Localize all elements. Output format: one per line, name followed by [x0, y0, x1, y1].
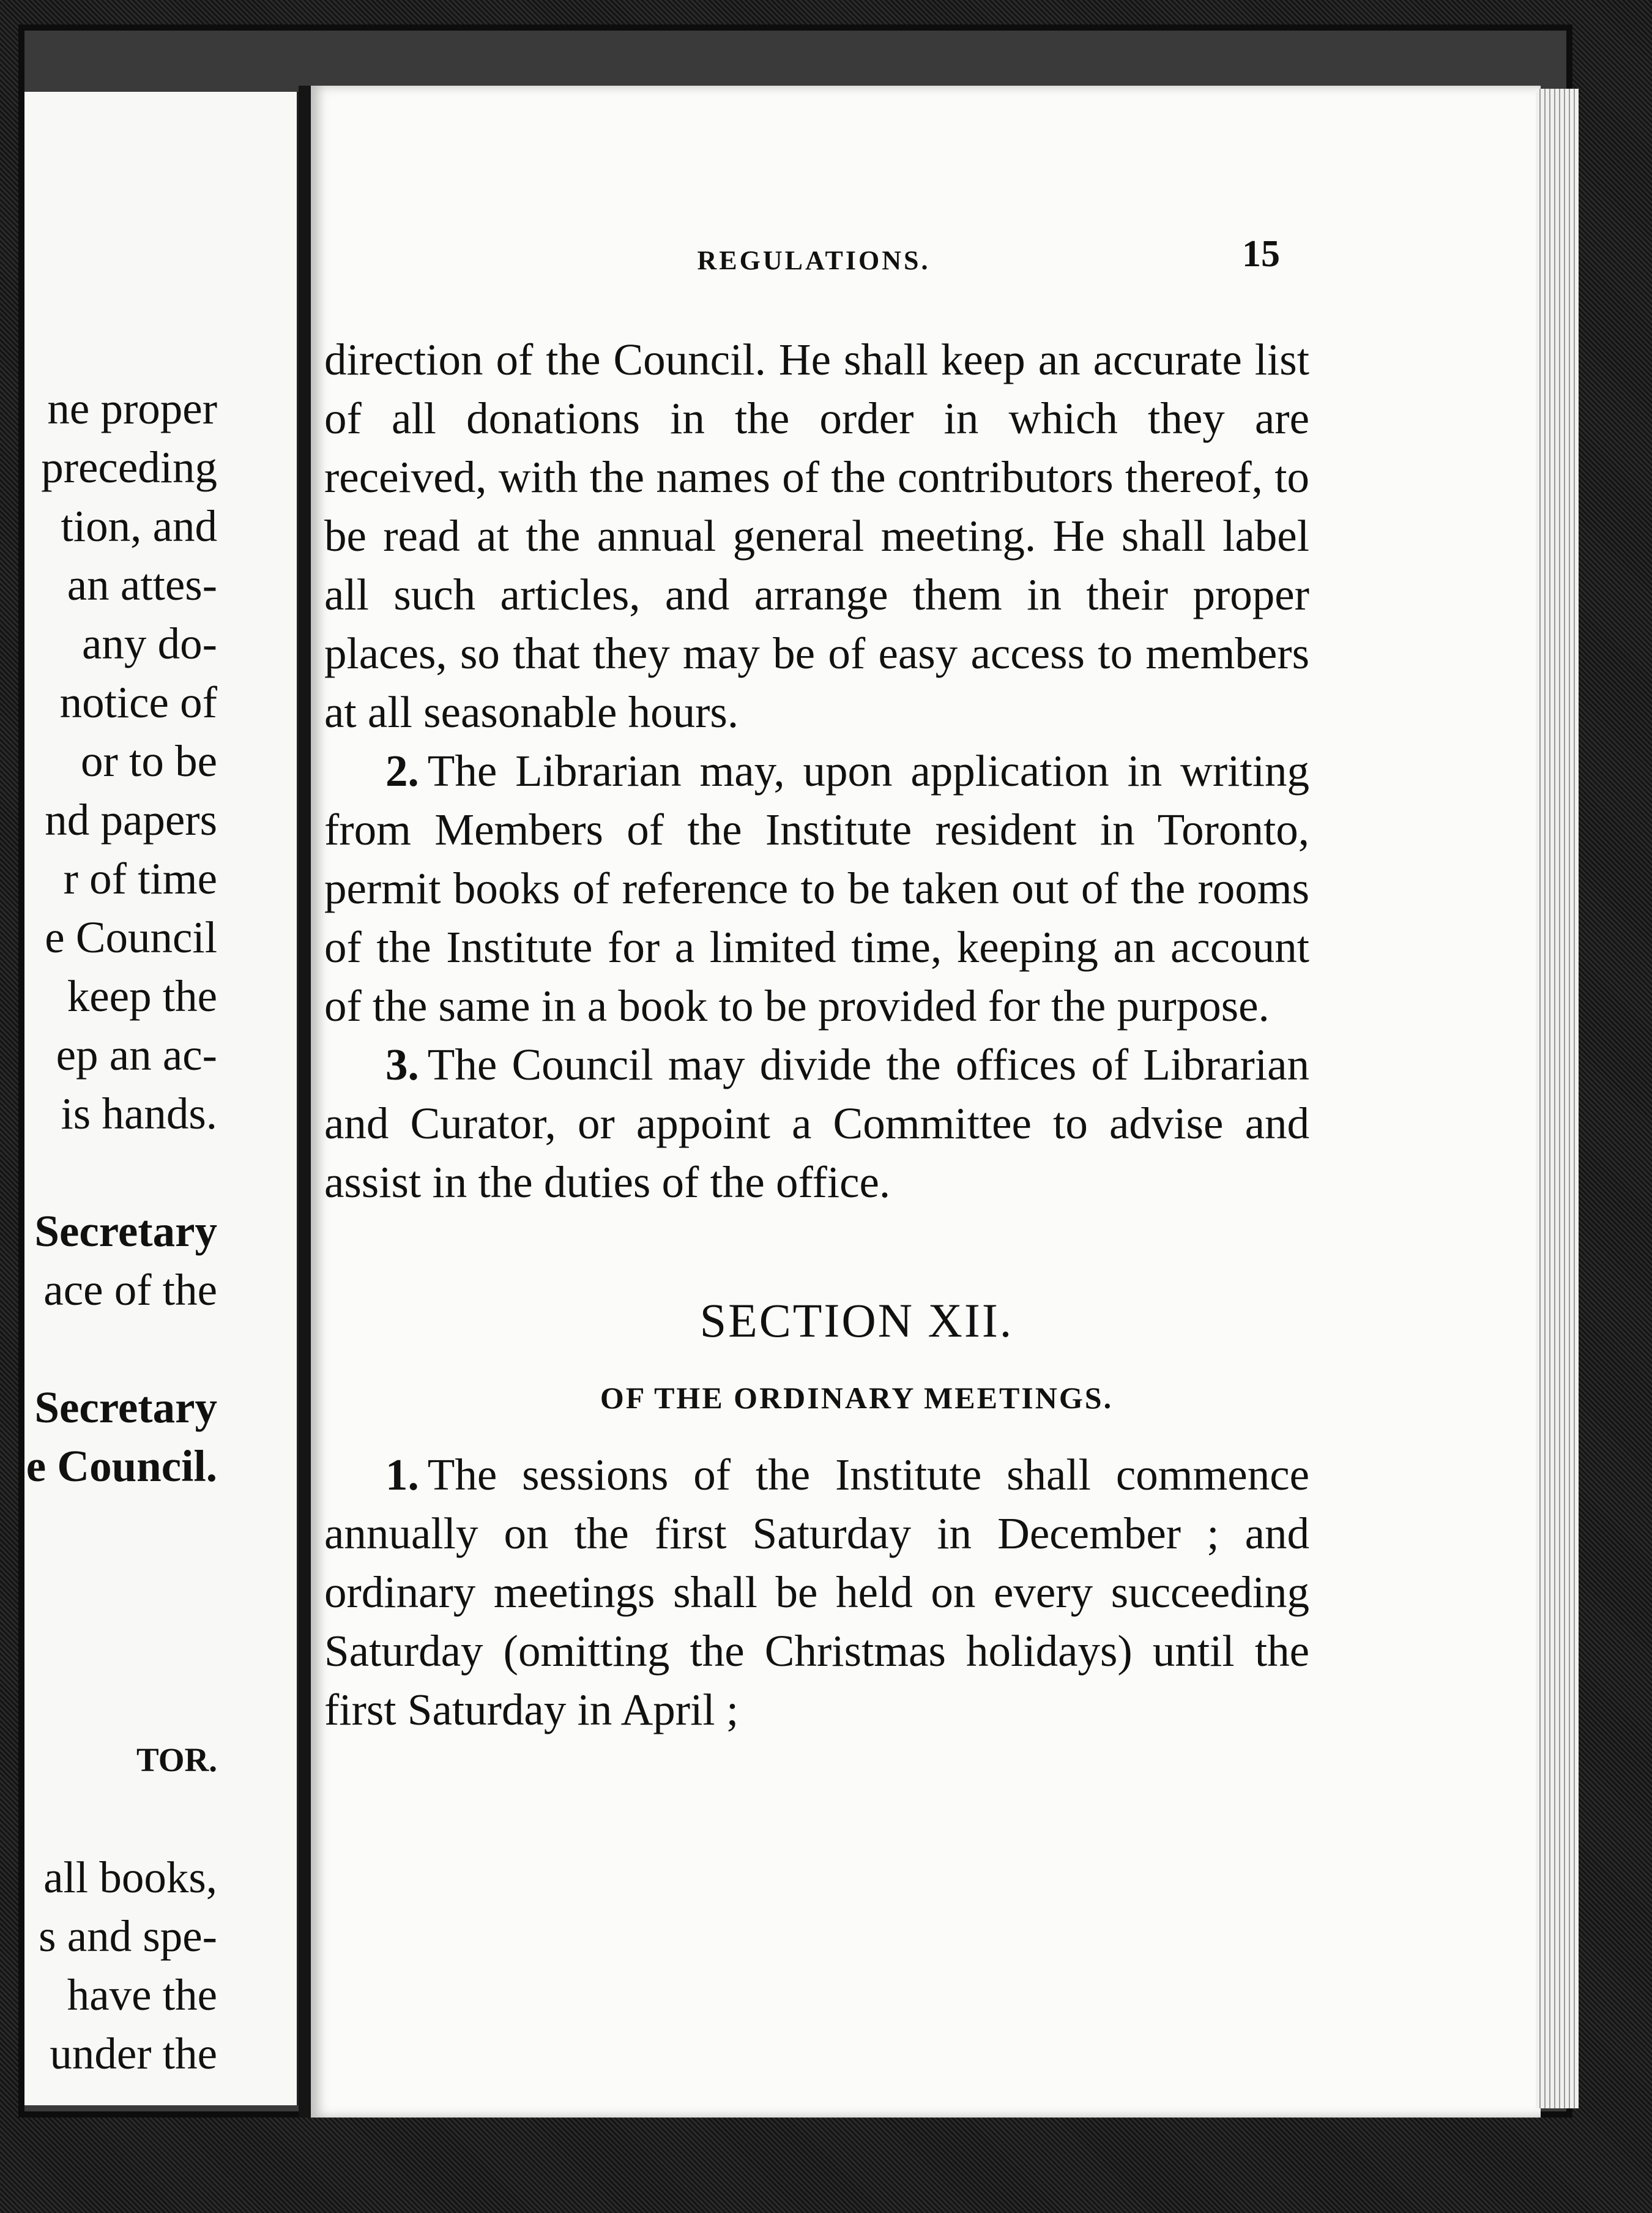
page-body — [324, 330, 1309, 1739]
left-line: ace of the — [43, 1265, 217, 1315]
paragraph-number: 3. — [385, 1040, 419, 1089]
page-edges — [1536, 89, 1579, 2108]
paragraph-continuation: direction of the Council. He shall keep an accurate list of all donations in the order in which they are received, with the names of the contributors thereof, to be read at the annual general meeting. He shall label all such articles, and arrange them in their proper places, so that they may be of easy access to members at all seasonable hours. — [324, 335, 1309, 737]
left-line — [26, 1496, 217, 1554]
left-line: keep the — [67, 971, 217, 1021]
left-line — [26, 1319, 217, 1378]
paragraph-text: The Librarian may, upon application in writing from Members of the Institute resident in Toronto, permit books of reference to be taken out of the rooms of the Institute for a limited time, keeping an account of the same in a book to be provided for the purpose. — [324, 746, 1309, 1031]
left-line: notice of — [59, 677, 217, 727]
left-line: an attes- — [67, 560, 217, 610]
book-gutter — [299, 86, 312, 2118]
left-line: tion, and — [61, 501, 217, 551]
left-line: Secretary — [34, 1383, 217, 1432]
left-page — [24, 92, 300, 2105]
paragraph-number: 1. — [385, 1450, 419, 1499]
left-line: all books, — [43, 1853, 217, 1902]
left-line — [26, 1672, 217, 1731]
left-line: TOR. — [136, 1741, 217, 1778]
paragraph-text: The Council may divide the offices of Librarian and Curator, or appoint a Committee to advise and assist in the duties of the office. — [324, 1040, 1309, 1207]
left-line: e Council. — [26, 1441, 217, 1491]
left-line: e Council — [45, 912, 217, 962]
left-page-text — [26, 379, 217, 2083]
running-head: REGULATIONS. — [697, 245, 931, 275]
left-line: s and spe- — [39, 1911, 217, 1961]
left-line: nd papers — [45, 795, 217, 845]
left-line — [26, 1143, 217, 1202]
paragraph-number: 2. — [385, 746, 419, 796]
left-line: or to be — [81, 736, 217, 786]
left-line — [26, 1554, 217, 1613]
left-line: have the — [67, 1970, 217, 2020]
page-number: 15 — [1242, 233, 1280, 275]
left-line: Secretary — [34, 1206, 217, 1256]
section-subtitle: OF THE ORDINARY MEETINGS. — [600, 1381, 1114, 1415]
left-line: any do- — [82, 619, 217, 668]
left-line: ep an ac- — [56, 1030, 217, 1080]
paragraph-2 — [324, 742, 1309, 1036]
left-line — [26, 1613, 217, 1672]
paragraph-text: The sessions of the Institute shall commence annually on the first Saturday in December ; and ordinary meetings shall be held on every succeeding Saturday (omitting the Christmas holidays) until the first Saturday in April ; — [324, 1450, 1309, 1734]
left-line: preceding — [41, 442, 217, 492]
left-line: r of time — [63, 854, 217, 903]
left-line: under the — [50, 2029, 217, 2078]
section-paragraph-1 — [324, 1446, 1309, 1739]
paragraph-3 — [324, 1036, 1309, 1212]
left-line: is hands. — [61, 1089, 217, 1138]
section-title: SECTION XII. — [699, 1294, 1014, 1347]
left-line — [26, 1789, 217, 1848]
left-line: ne proper — [47, 384, 217, 433]
